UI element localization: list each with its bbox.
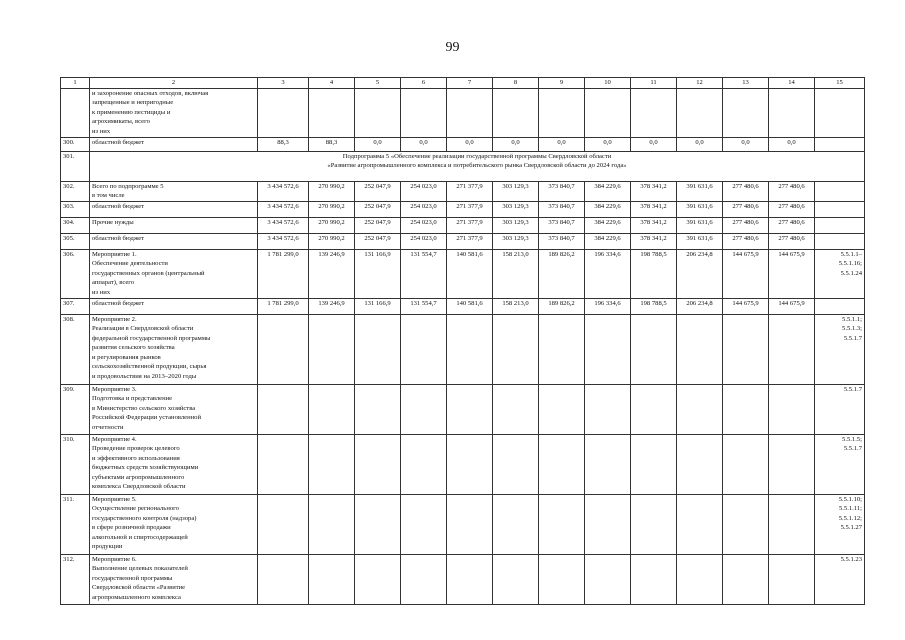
- column-header: 14: [769, 78, 815, 89]
- table-row: [61, 494, 865, 554]
- value-cell: 277 480,6: [769, 201, 815, 217]
- value-cell: 384 229,6: [585, 181, 631, 201]
- value-cell: [539, 554, 585, 604]
- row-description: областной бюджет: [90, 201, 258, 217]
- value-cell: [769, 554, 815, 604]
- value-cell: [258, 384, 309, 434]
- value-cell: [493, 434, 539, 494]
- value-cell: [401, 314, 447, 384]
- value-cell: [769, 434, 815, 494]
- column-header: 2: [90, 78, 258, 89]
- target-indicator-refs: [815, 88, 865, 137]
- value-cell: [401, 494, 447, 554]
- table-row: [61, 137, 865, 151]
- column-header: 10: [585, 78, 631, 89]
- value-cell: [631, 494, 677, 554]
- value-cell: 144 675,9: [769, 249, 815, 298]
- value-cell: 378 341,2: [631, 181, 677, 201]
- table-row: [61, 249, 865, 298]
- value-cell: 252 047,9: [355, 217, 401, 233]
- value-cell: 277 480,6: [723, 233, 769, 249]
- value-cell: [447, 554, 493, 604]
- value-cell: 0,0: [355, 137, 401, 151]
- value-cell: [258, 88, 309, 137]
- table-row: [61, 233, 865, 249]
- column-header: 13: [723, 78, 769, 89]
- value-cell: [769, 494, 815, 554]
- value-cell: 271 377,9: [447, 217, 493, 233]
- value-cell: [677, 494, 723, 554]
- value-cell: [677, 554, 723, 604]
- value-cell: [539, 434, 585, 494]
- value-cell: 0,0: [539, 137, 585, 151]
- value-cell: 3 434 572,6: [258, 233, 309, 249]
- value-cell: 88,3: [309, 137, 355, 151]
- row-description: и захоронение опасных отходов, включая запрещенные и непригодные к применению пестициды и агрохимикаты, всего из них: [90, 88, 258, 137]
- value-cell: 277 480,6: [723, 201, 769, 217]
- table-row: [61, 434, 865, 494]
- column-header: 1: [61, 78, 90, 89]
- value-cell: 196 334,6: [585, 249, 631, 298]
- value-cell: [355, 88, 401, 137]
- value-cell: [447, 314, 493, 384]
- value-cell: 131 554,7: [401, 249, 447, 298]
- value-cell: 373 840,7: [539, 217, 585, 233]
- row-number: 302.: [61, 181, 90, 201]
- value-cell: 88,3: [258, 137, 309, 151]
- value-cell: 391 631,6: [677, 217, 723, 233]
- value-cell: 303 129,3: [493, 201, 539, 217]
- value-cell: 3 434 572,6: [258, 217, 309, 233]
- value-cell: [493, 494, 539, 554]
- value-cell: 144 675,9: [723, 249, 769, 298]
- value-cell: 254 023,0: [401, 233, 447, 249]
- row-number: [61, 88, 90, 137]
- value-cell: 254 023,0: [401, 217, 447, 233]
- value-cell: 252 047,9: [355, 201, 401, 217]
- value-cell: 131 554,7: [401, 298, 447, 314]
- row-description: областной бюджет: [90, 298, 258, 314]
- subprogram-title: Подпрограмма 5 «Обеспечение реализации государственной программы Свердловской области «Развитие агропромышленного комплекса и потребительского рынка Свердловской области до 2024 года»: [90, 151, 865, 181]
- value-cell: 0,0: [769, 137, 815, 151]
- target-indicator-refs: 5.5.1.23: [815, 554, 865, 604]
- value-cell: 158 213,0: [493, 298, 539, 314]
- value-cell: 0,0: [585, 137, 631, 151]
- value-cell: 384 229,6: [585, 233, 631, 249]
- row-description: Всего по подпрограмме 5 в том числе: [90, 181, 258, 201]
- value-cell: 384 229,6: [585, 201, 631, 217]
- value-cell: 373 840,7: [539, 201, 585, 217]
- value-cell: [309, 554, 355, 604]
- table-row: [61, 201, 865, 217]
- value-cell: 378 341,2: [631, 217, 677, 233]
- value-cell: [309, 494, 355, 554]
- value-cell: [258, 554, 309, 604]
- row-number: 303.: [61, 201, 90, 217]
- value-cell: [585, 314, 631, 384]
- value-cell: [258, 314, 309, 384]
- value-cell: [258, 494, 309, 554]
- value-cell: [539, 88, 585, 137]
- value-cell: 1 781 299,0: [258, 249, 309, 298]
- row-description: Прочие нужды: [90, 217, 258, 233]
- value-cell: [539, 314, 585, 384]
- value-cell: 391 631,6: [677, 181, 723, 201]
- row-number: 306.: [61, 249, 90, 298]
- target-indicator-refs: [815, 137, 865, 151]
- value-cell: 0,0: [631, 137, 677, 151]
- row-number: 301.: [61, 151, 90, 181]
- column-header: 9: [539, 78, 585, 89]
- value-cell: [493, 554, 539, 604]
- value-cell: 373 840,7: [539, 233, 585, 249]
- value-cell: 277 480,6: [769, 181, 815, 201]
- value-cell: [677, 88, 723, 137]
- value-cell: 252 047,9: [355, 181, 401, 201]
- row-number: 308.: [61, 314, 90, 384]
- value-cell: 277 480,6: [769, 233, 815, 249]
- value-cell: 0,0: [401, 137, 447, 151]
- value-cell: 391 631,6: [677, 201, 723, 217]
- value-cell: 144 675,9: [723, 298, 769, 314]
- column-header: 7: [447, 78, 493, 89]
- value-cell: 254 023,0: [401, 181, 447, 201]
- value-cell: 206 234,8: [677, 249, 723, 298]
- row-number: 304.: [61, 217, 90, 233]
- value-cell: [355, 314, 401, 384]
- value-cell: [309, 314, 355, 384]
- value-cell: [585, 554, 631, 604]
- value-cell: [631, 434, 677, 494]
- row-description: Мероприятие 6. Выполнение целевых показателей государственной программы Свердловской области «Развитие агропромышленного комплекса: [90, 554, 258, 604]
- value-cell: [585, 88, 631, 137]
- value-cell: 144 675,9: [769, 298, 815, 314]
- row-description: областной бюджет: [90, 137, 258, 151]
- value-cell: [723, 384, 769, 434]
- value-cell: [309, 88, 355, 137]
- value-cell: 270 990,2: [309, 201, 355, 217]
- value-cell: [723, 314, 769, 384]
- value-cell: 384 229,6: [585, 217, 631, 233]
- row-number: 300.: [61, 137, 90, 151]
- value-cell: [585, 384, 631, 434]
- value-cell: 378 341,2: [631, 233, 677, 249]
- value-cell: 3 434 572,6: [258, 201, 309, 217]
- value-cell: 189 826,2: [539, 249, 585, 298]
- value-cell: 158 213,0: [493, 249, 539, 298]
- column-header: 4: [309, 78, 355, 89]
- target-indicator-refs: [815, 181, 865, 201]
- value-cell: [493, 88, 539, 137]
- column-header: 6: [401, 78, 447, 89]
- column-header: 11: [631, 78, 677, 89]
- value-cell: 131 166,9: [355, 298, 401, 314]
- table-row: [61, 217, 865, 233]
- value-cell: [309, 384, 355, 434]
- value-cell: 271 377,9: [447, 233, 493, 249]
- row-number: 307.: [61, 298, 90, 314]
- value-cell: [258, 434, 309, 494]
- value-cell: 270 990,2: [309, 233, 355, 249]
- row-number: 305.: [61, 233, 90, 249]
- value-cell: [355, 434, 401, 494]
- column-header: 12: [677, 78, 723, 89]
- target-indicator-refs: 5.5.1.1; 5.5.1.3; 5.5.1.7: [815, 314, 865, 384]
- target-indicator-refs: 5.5.1.7: [815, 384, 865, 434]
- value-cell: 303 129,3: [493, 233, 539, 249]
- value-cell: 139 246,9: [309, 298, 355, 314]
- table-row: [61, 554, 865, 604]
- value-cell: [723, 554, 769, 604]
- column-header: 3: [258, 78, 309, 89]
- row-number: 310.: [61, 434, 90, 494]
- row-description: Мероприятие 2. Реализация в Свердловской области федеральной государственной программы развития сельского хозяйства и регулирования рынков сельскохозяйственной продукции, сырья и продовольствия на 2013–2020 годы: [90, 314, 258, 384]
- value-cell: [401, 88, 447, 137]
- table-row: [61, 298, 865, 314]
- table-row: [61, 384, 865, 434]
- value-cell: [447, 88, 493, 137]
- column-header-row: [61, 78, 865, 89]
- value-cell: [493, 314, 539, 384]
- value-cell: [355, 384, 401, 434]
- target-indicator-refs: [815, 233, 865, 249]
- table-row: [61, 88, 865, 137]
- value-cell: 277 480,6: [769, 217, 815, 233]
- value-cell: 277 480,6: [723, 217, 769, 233]
- value-cell: [585, 434, 631, 494]
- value-cell: [539, 494, 585, 554]
- value-cell: 140 581,6: [447, 249, 493, 298]
- value-cell: [447, 384, 493, 434]
- value-cell: 373 840,7: [539, 181, 585, 201]
- page-number: 99: [445, 40, 460, 55]
- value-cell: [447, 494, 493, 554]
- column-header: 15: [815, 78, 865, 89]
- row-description: Мероприятие 3. Подготовка и представление в Министерство сельского хозяйства Российской Федерации установленной отчетности: [90, 384, 258, 434]
- value-cell: [309, 434, 355, 494]
- value-cell: 206 234,8: [677, 298, 723, 314]
- value-cell: 391 631,6: [677, 233, 723, 249]
- target-indicator-refs: [815, 217, 865, 233]
- value-cell: 131 166,9: [355, 249, 401, 298]
- value-cell: 270 990,2: [309, 181, 355, 201]
- value-cell: [355, 554, 401, 604]
- value-cell: [723, 434, 769, 494]
- row-description: Мероприятие 1. Обеспечение деятельности государственных органов (центральный аппарат), всего из них: [90, 249, 258, 298]
- value-cell: 189 826,2: [539, 298, 585, 314]
- column-header: 5: [355, 78, 401, 89]
- value-cell: [677, 384, 723, 434]
- value-cell: 198 788,5: [631, 298, 677, 314]
- value-cell: 271 377,9: [447, 201, 493, 217]
- column-header: 8: [493, 78, 539, 89]
- row-description: областной бюджет: [90, 233, 258, 249]
- value-cell: [401, 434, 447, 494]
- value-cell: [723, 494, 769, 554]
- value-cell: [769, 88, 815, 137]
- value-cell: [631, 554, 677, 604]
- target-indicator-refs: [815, 298, 865, 314]
- value-cell: 3 434 572,6: [258, 181, 309, 201]
- value-cell: 139 246,9: [309, 249, 355, 298]
- value-cell: [677, 434, 723, 494]
- value-cell: [631, 384, 677, 434]
- value-cell: [769, 384, 815, 434]
- value-cell: [401, 384, 447, 434]
- value-cell: [631, 88, 677, 137]
- value-cell: 254 023,0: [401, 201, 447, 217]
- target-indicator-refs: 5.5.1.5; 5.5.1.7: [815, 434, 865, 494]
- row-description: Мероприятие 5. Осуществление регионального государственного контроля (надзора) в сфере розничной продажи алкогольной и спиртосодержащей продукции: [90, 494, 258, 554]
- value-cell: 198 788,5: [631, 249, 677, 298]
- value-cell: 140 581,6: [447, 298, 493, 314]
- value-cell: [401, 554, 447, 604]
- value-cell: [631, 314, 677, 384]
- target-indicator-refs: [815, 201, 865, 217]
- target-indicator-refs: 5.5.1.10; 5.5.1.11; 5.5.1.12; 5.5.1.27: [815, 494, 865, 554]
- subprogram-row: [61, 151, 865, 181]
- budget-table: [60, 77, 865, 605]
- value-cell: 0,0: [447, 137, 493, 151]
- value-cell: 378 341,2: [631, 201, 677, 217]
- value-cell: 277 480,6: [723, 181, 769, 201]
- value-cell: 196 334,6: [585, 298, 631, 314]
- row-number: 309.: [61, 384, 90, 434]
- value-cell: 0,0: [723, 137, 769, 151]
- value-cell: 270 990,2: [309, 217, 355, 233]
- value-cell: 271 377,9: [447, 181, 493, 201]
- row-number: 312.: [61, 554, 90, 604]
- value-cell: [447, 434, 493, 494]
- row-number: 311.: [61, 494, 90, 554]
- value-cell: 1 781 299,0: [258, 298, 309, 314]
- value-cell: [539, 384, 585, 434]
- value-cell: [585, 494, 631, 554]
- value-cell: 0,0: [493, 137, 539, 151]
- value-cell: [677, 314, 723, 384]
- value-cell: [769, 314, 815, 384]
- value-cell: 303 129,3: [493, 217, 539, 233]
- value-cell: 303 129,3: [493, 181, 539, 201]
- table-row: [61, 314, 865, 384]
- value-cell: 0,0: [677, 137, 723, 151]
- value-cell: [723, 88, 769, 137]
- table-row: [61, 181, 865, 201]
- value-cell: [355, 494, 401, 554]
- target-indicator-refs: 5.5.1.1– 5.5.1.16; 5.5.1.24: [815, 249, 865, 298]
- value-cell: [493, 384, 539, 434]
- value-cell: 252 047,9: [355, 233, 401, 249]
- row-description: Мероприятие 4. Проведение проверок целевого и эффективного использования бюджетных средств хозяйствующими субъектами агропромышленного комплекса Свердловской области: [90, 434, 258, 494]
